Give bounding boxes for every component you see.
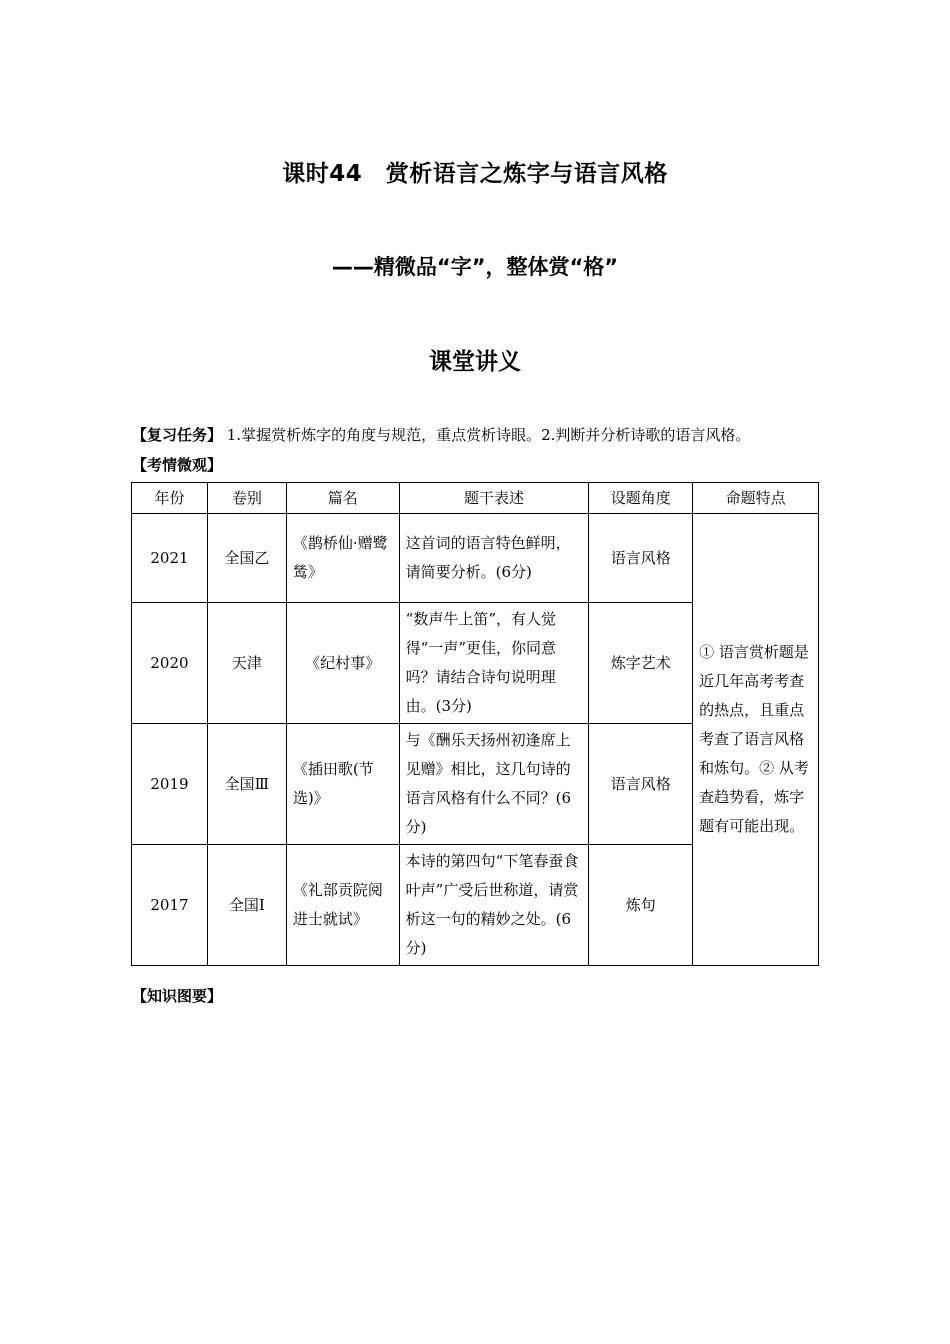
table-row — [132, 514, 819, 603]
column-header: 题干表述 — [399, 483, 589, 514]
title-cell: 《鹊桥仙·赠鹭鸶》 — [286, 514, 399, 603]
review-task-line — [132, 424, 750, 445]
paper-cell: 天津 — [207, 603, 286, 724]
column-header: 卷别 — [207, 483, 286, 514]
column-header: 设题角度 — [589, 483, 693, 514]
title-cell: 《插田歌(节选)》 — [286, 724, 399, 845]
review-task-label: 【复习任务】 — [132, 426, 223, 444]
angle-cell: 炼句 — [589, 845, 693, 966]
table-header-row — [132, 483, 819, 514]
question-cell: 与《酬乐天扬州初逢席上见赠》相比，这几句诗的语言风格有什么不同？(6分) — [399, 724, 589, 845]
paper-cell: 全国Ⅰ — [207, 845, 286, 966]
paper-cell: 全国Ⅲ — [207, 724, 286, 845]
paper-cell: 全国乙 — [207, 514, 286, 603]
column-header: 篇名 — [286, 483, 399, 514]
angle-cell: 炼字艺术 — [589, 603, 693, 724]
year-cell: 2019 — [132, 724, 208, 845]
question-cell: 这首词的语言特色鲜明，请简要分析。(6分) — [399, 514, 589, 603]
feature-cell: ① 语言赏析题是近几年高考考查的热点，且重点考查了语言风格和炼句。② 从考查趋势看，炼字题有可能出现。 — [693, 514, 819, 966]
angle-cell: 语言风格 — [589, 724, 693, 845]
column-header: 年份 — [132, 483, 208, 514]
page-subtitle: ——精微品“字”，整体赏“格” — [331, 255, 619, 279]
year-cell: 2020 — [132, 603, 208, 724]
year-cell: 2017 — [132, 845, 208, 966]
title-cell: 《礼部贡院阅进士就试》 — [286, 845, 399, 966]
angle-cell: 语言风格 — [589, 514, 693, 603]
question-cell: “数声牛上笛”，有人觉得“一声”更佳，你同意吗？请结合诗句说明理由。(3分) — [399, 603, 589, 724]
year-cell: 2021 — [132, 514, 208, 603]
review-task-text: 1.掌握赏析炼字的角度与规范，重点赏析诗眼。2.判断并分析诗歌的语言风格。 — [226, 426, 751, 444]
section-heading: 课堂讲义 — [429, 349, 521, 375]
exam-table — [131, 482, 819, 966]
knowledge-map-label: 【知识图要】 — [132, 987, 223, 1005]
page-title: 课时44 赏析语言之炼字与语言风格 — [282, 161, 668, 187]
question-cell: 本诗的第四句“下笔春蚕食叶声”广受后世称道，请赏析这一句的精妙之处。(6分) — [399, 845, 589, 966]
title-cell: 《纪村事》 — [286, 603, 399, 724]
column-header: 命题特点 — [693, 483, 819, 514]
exam-overview-label: 【考情微观】 — [132, 456, 223, 474]
